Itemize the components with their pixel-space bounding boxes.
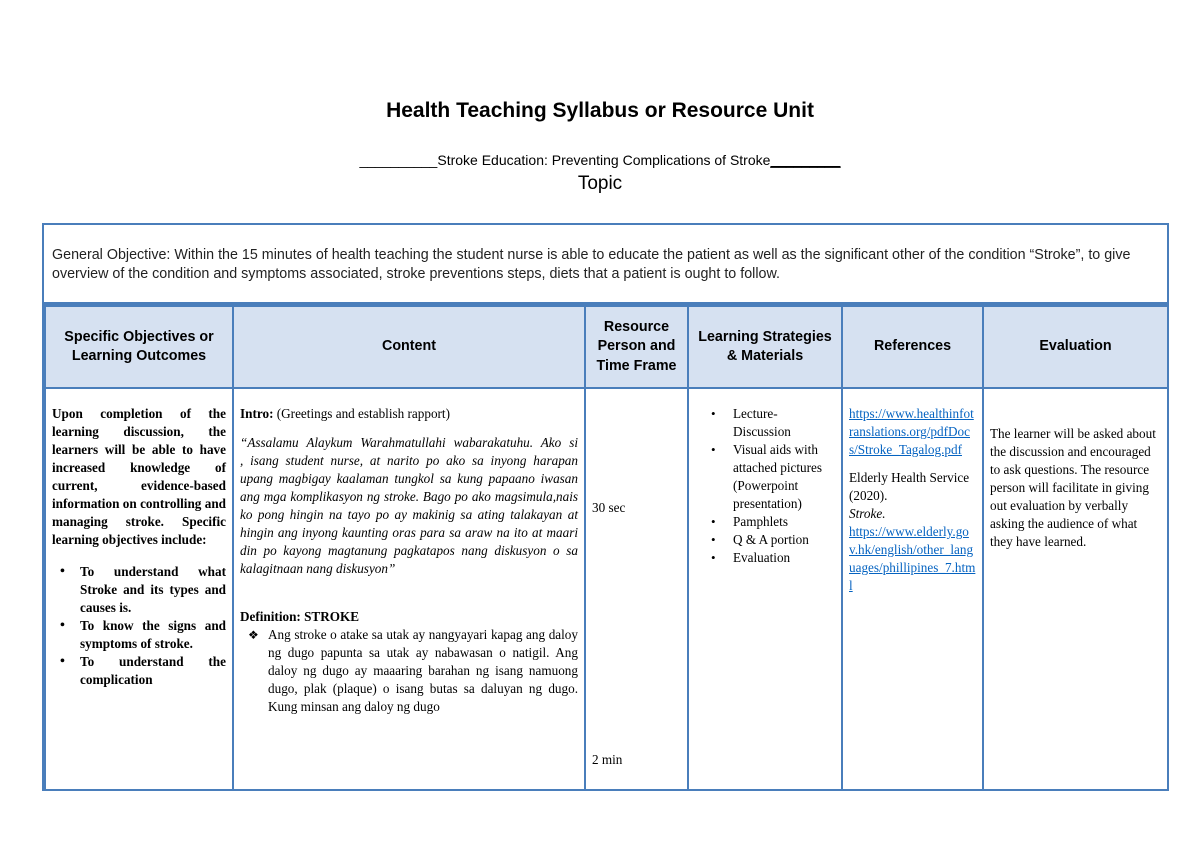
references-cell [842, 388, 983, 791]
strategy-item: • Evaluation [733, 549, 835, 567]
intro-line [240, 405, 578, 423]
col-header-objectives: Specific Objectives or Learning Outcomes [45, 306, 233, 388]
col-header-resource: Resource Person and Time Frame [585, 306, 688, 388]
time-frame-intro: 30 sec [592, 500, 626, 515]
intro-quote: “Assalamu Alaykum Warahmatullahi wabarakatuhu. Ako si , isang student nurse, at narito po ako sa inyong harapan upang magbigay kaalaman tungkol sa kung papaano iwasan ang mga komplikasyon ng stroke. Bago po ako magsimula,nais ko pong hingin na tayo po ay makinig sa ating talakayan at hingin ang inyong kaunting oras para sa araw na ito at maari din po kayong magtanung pagkatapos nang diskusyon o sa kalagitnaan nang diskusyon” [240, 435, 677, 576]
strategy-item: • Pamphlets [733, 513, 835, 531]
definition-heading: Definition: STROKE [240, 609, 360, 624]
table-row [45, 388, 1168, 791]
strategies-list [695, 405, 835, 567]
time-frame-definition: 2 min [592, 752, 623, 767]
objectives-intro: Upon completion of the learning discussion, the learners will be able to have increased knowledge of current, evidence-based information on controlling and managing stroke. Specific learning objectives include: [52, 406, 226, 547]
resource-time-cell [585, 388, 688, 791]
reference-title: Stroke. [849, 506, 886, 521]
reference-link-elderly[interactable]: https://www.elderly.gov.hk/english/other_languages/phillipines_7.html [849, 524, 976, 593]
table-header-row [45, 306, 1168, 388]
topic-line [0, 152, 1200, 168]
definition-item [248, 626, 578, 716]
topic-blank-right: _________ [770, 152, 841, 168]
reference-text-elderly: Elderly Health Service (2020). [849, 470, 970, 503]
general-objective: General Objective: Within the 15 minutes of health teaching the student nurse is able to educate the patient as well as the significant other of the condition “Stroke”, to give overview of the condition and symptoms associated, stroke preventions steps, diets that a patient is ought to follow. [44, 225, 1167, 305]
strategy-item: • Q & A portion [733, 531, 835, 549]
reference-link-healthinfo[interactable]: https://www.healthinfotranslations.org/pdfDocs/Stroke_Tagalog.pdf [849, 406, 974, 457]
page-title: Health Teaching Syllabus or Resource Unit [386, 99, 814, 122]
intro-note: (Greetings and establish rapport) [276, 406, 450, 421]
intro-label: Intro: [240, 406, 274, 421]
strategy-item: • Visual aids with attached pictures (Powerpoint presentation) [733, 441, 835, 513]
objective-item: • To know the signs and symptoms of stroke. [80, 617, 226, 653]
definition-text: Ang stroke o atake sa utak ay nangyayari kapag ang daloy ng dugo papunta sa utak ay nabawasan o natigil. Ang daloy ng dugo ay maaaring barahan ng isang namuong dugo, plak (plaque) o isang butas sa daluyan ng dugo. Kung minsan ang daloy ng dugo [268, 627, 578, 714]
diamond-bullet-icon: ❖ [248, 628, 259, 642]
col-header-references: References [842, 306, 983, 388]
syllabus-frame [42, 223, 1169, 791]
strategies-cell [688, 388, 842, 791]
evaluation-text: The learner will be asked about the discussion and encouraged to ask questions. The resource person will facilitate in giving out evaluation by verbally asking the audience of what they have learned. [990, 426, 1156, 549]
strategy-item: • Lecture-Discussion [733, 405, 835, 441]
col-header-strategies: Learning Strategies & Materials [688, 306, 842, 388]
objectives-cell [45, 388, 233, 791]
col-header-content: Content [233, 306, 585, 388]
objectives-list [52, 563, 226, 689]
objective-item: • To understand what Stroke and its types and causes is. [80, 563, 226, 617]
evaluation-cell [983, 388, 1168, 791]
topic-text: Stroke Education: Preventing Complications of Stroke [437, 152, 771, 168]
topic-caption: Topic [577, 173, 623, 194]
syllabus-table [44, 305, 1169, 791]
objective-item: • To understand the complication [80, 653, 226, 689]
topic-blank-left: __________ [359, 152, 438, 168]
col-header-evaluation: Evaluation [983, 306, 1168, 388]
